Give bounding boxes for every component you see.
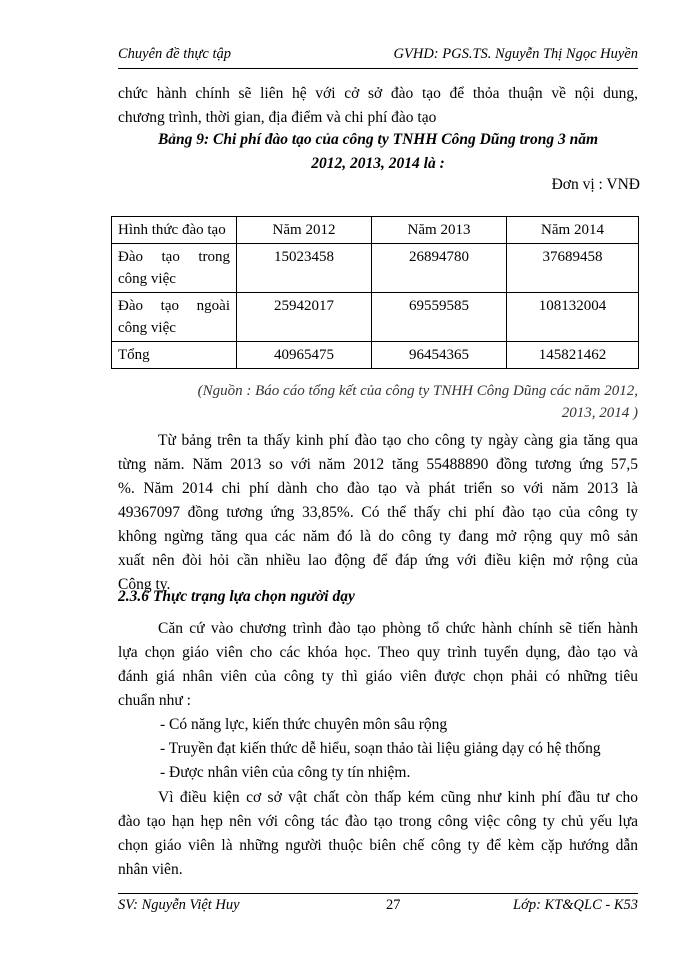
section-heading: 2.3.6 Thực trạng lựa chọn người dạy xyxy=(118,588,355,605)
source-note-line: (Nguồn : Báo cáo tổng kết của công ty TNHH Công Dũng các năm 2012, xyxy=(197,383,638,399)
header-topic: Chuyên đề thực tập xyxy=(118,46,232,62)
table-cell: 69559585 xyxy=(372,293,507,342)
table-caption-line: Bảng 9: Chi phí đào tạo của công ty TNHH Công Dũng trong 3 năm xyxy=(157,131,599,148)
table-cell: 15023458 xyxy=(237,244,372,293)
header-divider xyxy=(118,68,638,69)
table-cell: 96454365 xyxy=(372,342,507,369)
table-row xyxy=(112,293,639,342)
table-cell: Tổng xyxy=(112,342,237,369)
source-note-line: 2013, 2014 ) xyxy=(561,405,638,421)
intro-line: chương trình, thời gian, địa điểm và chi phí đào tạo xyxy=(118,109,437,126)
table-cell: 108132004 xyxy=(507,293,639,342)
table-caption-line: 2012, 2013, 2014 là : xyxy=(311,155,445,172)
closing-line: đào tạo hạn hẹp nên với công tác đào tạo trong công việc công ty chủ yếu lựa xyxy=(118,813,638,830)
analysis-line: không ngừng tăng qua các năm đó là do công ty đang mở rộng quy mô sản xyxy=(118,528,638,545)
page-footer xyxy=(118,897,638,919)
unit-label: Đơn vị : VNĐ xyxy=(551,176,640,193)
table-total-row xyxy=(112,342,639,369)
table-header-row xyxy=(112,217,639,244)
analysis-line: Từ bảng trên ta thấy kinh phí đào tạo cho công ty ngày càng gia tăng qua xyxy=(158,432,638,449)
section-line: đánh giá nhân viên của công ty thì giáo viên được chọn phải có những tiêu xyxy=(118,668,638,685)
analysis-line: từng năm. Năm 2013 so với năm 2012 tăng 55488890 đồng tương ứng 57,5 xyxy=(118,456,638,473)
training-cost-table xyxy=(111,216,639,369)
criteria-bullet: - Truyền đạt kiến thức dễ hiểu, soạn thảo tài liệu giảng dạy có hệ thống xyxy=(160,740,601,757)
table-cell: 25942017 xyxy=(237,293,372,342)
header-advisor: GVHD: PGS.TS. Nguyễn Thị Ngọc Huyền xyxy=(393,46,638,62)
section-line: lựa chọn giáo viên cho các khóa học. Theo quy trình tuyển dụng, đào tạo và xyxy=(118,644,638,661)
section-line: chuẩn như : xyxy=(118,692,191,709)
criteria-bullet: - Có năng lực, kiến thức chuyên môn sâu rộng xyxy=(160,716,448,733)
table-cell: Đào tạo ngoài công việc xyxy=(112,293,237,342)
section-line: Căn cứ vào chương trình đào tạo phòng tổ chức hành chính sẽ tiến hành xyxy=(158,620,638,637)
table-cell: Đào tạo trong công việc xyxy=(112,244,237,293)
table-cell: 145821462 xyxy=(507,342,639,369)
closing-line: chọn giáo viên là những người thuộc biên chế công ty để kèm cặp hướng dẫn xyxy=(118,837,638,854)
analysis-line: xuất nên đòi hỏi cần nhiều lao động để đáp ứng với điều kiện mở rộng của xyxy=(118,552,638,569)
analysis-line: 49367097 đồng tương ứng 33,85%. Có thể thấy chi phí đào tạo của công ty xyxy=(118,504,638,521)
analysis-line: %. Năm 2014 chi phí dành cho đào tạo và phát triển so với năm 2013 là xyxy=(118,480,638,497)
footer-student: SV: Nguyễn Việt Huy xyxy=(118,897,240,913)
table-header-cell: Năm 2012 xyxy=(237,217,372,244)
table-header-cell: Năm 2013 xyxy=(372,217,507,244)
table-row xyxy=(112,244,639,293)
footer-divider xyxy=(118,893,638,894)
intro-line: chức hành chính sẽ liên hệ với cở sở đào tạo để thỏa thuận về nội dung, xyxy=(118,85,638,102)
analysis-line: Công ty. xyxy=(118,576,171,593)
closing-line: nhân viên. xyxy=(118,861,183,878)
page-number: 27 xyxy=(386,897,401,913)
page-header xyxy=(118,46,638,68)
criteria-bullet: - Được nhân viên của công ty tín nhiệm. xyxy=(160,764,411,781)
table-cell: 40965475 xyxy=(237,342,372,369)
closing-line: Vì điều kiện cơ sở vật chất còn thấp kém cũng như kinh phí đầu tư cho xyxy=(158,789,638,806)
footer-class: Lớp: KT&QLC - K53 xyxy=(513,897,638,913)
table-header-cell: Hình thức đào tạo xyxy=(112,217,237,244)
table-cell: 37689458 xyxy=(507,244,639,293)
table-header-cell: Năm 2014 xyxy=(507,217,639,244)
table-cell: 26894780 xyxy=(372,244,507,293)
